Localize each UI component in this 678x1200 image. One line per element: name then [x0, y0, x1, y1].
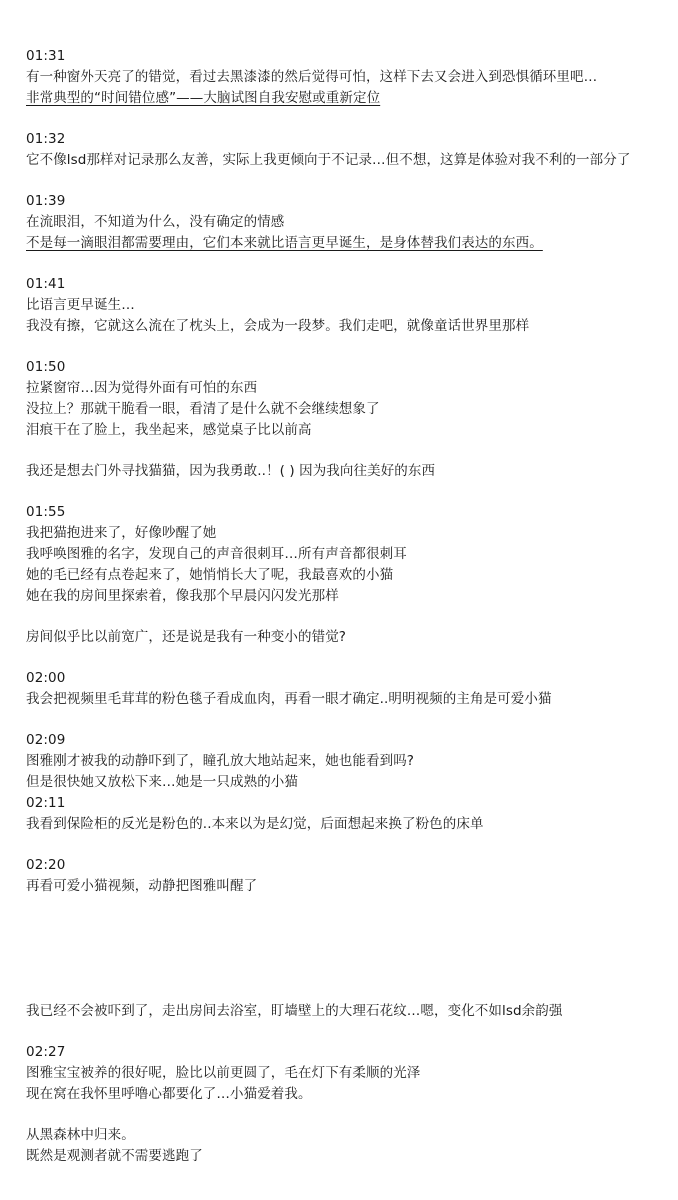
note-line: 再看可爱小猫视频，动静把图雅叫醒了	[26, 878, 258, 894]
note-line: 我看到保险柜的反光是粉色的..本来以为是幻觉，后面想起来换了粉色的床单	[26, 816, 484, 832]
note-line: 我把猫抱进来了，好像吵醒了她	[26, 525, 217, 541]
note-line: 房间似乎比以前宽广，还是说是我有一种变小的错觉?	[26, 629, 347, 645]
note-line: 她在我的房间里探索着，像我那个早晨闪闪发光那样	[26, 588, 339, 604]
journal-note	[26, 46, 666, 1167]
note-line: 拉紧窗帘…因为觉得外面有可怕的东西	[26, 380, 258, 396]
timestamp: 02:20	[26, 857, 66, 873]
note-line: 我会把视频里毛茸茸的粉色毯子看成血肉，再看一眼才确定..明明视频的主角是可爱小猫	[26, 691, 552, 707]
timestamp: 01:55	[26, 504, 66, 520]
note-line: 图雅宝宝被养的很好呢，脸比以前更圆了，毛在灯下有柔顺的光泽	[26, 1065, 421, 1081]
note-line: 它不像lsd那样对记录那么友善，实际上我更倾向于不记录…但不想，这算是体验对我不利的一部分了	[26, 152, 631, 168]
note-line: 在流眼泪，不知道为什么，没有确定的情感	[26, 214, 285, 230]
note-line: 她的毛已经有点卷起来了，她悄悄长大了呢，我最喜欢的小猫	[26, 567, 394, 583]
timestamp: 01:32	[26, 131, 66, 147]
note-line: 我呼唤图雅的名字，发现自己的声音很刺耳…所有声音都很刺耳	[26, 546, 407, 562]
note-line: 既然是观测者就不需要逃跑了	[26, 1148, 203, 1164]
note-line: 我已经不会被吓到了，走出房间去浴室，盯墙壁上的大理石花纹…嗯，变化不如lsd余韵强	[26, 1003, 563, 1019]
note-line: 比语言更早诞生…	[26, 297, 135, 313]
timestamp: 01:41	[26, 276, 66, 292]
underlined-note-line: 非常典型的“时间错位感”——大脑试图自我安慰或重新定位	[26, 90, 381, 106]
timestamp: 01:39	[26, 193, 66, 209]
timestamp: 02:00	[26, 670, 66, 686]
timestamp: 02:27	[26, 1044, 66, 1060]
note-line: 但是很快她又放松下来…她是一只成熟的小猫	[26, 774, 298, 790]
note-line: 泪痕干在了脸上，我坐起来，感觉桌子比以前高	[26, 422, 312, 438]
underlined-note-line: 不是每一滴眼泪都需要理由，它们本来就比语言更早诞生，是身体替我们表达的东西。	[26, 235, 543, 251]
note-line: 我还是想去门外寻找猫猫，因为我勇敢..！( ) 因为我向往美好的东西	[26, 463, 436, 479]
note-line: 从黑森林中归来。	[26, 1127, 135, 1143]
timestamp: 02:09	[26, 732, 66, 748]
note-line: 图雅刚才被我的动静吓到了，瞳孔放大地站起来，她也能看到吗?	[26, 753, 415, 769]
timestamp: 02:11	[26, 795, 66, 811]
timestamp: 01:31	[26, 48, 66, 64]
note-line: 没拉上？那就干脆看一眼，看清了是什么就不会继续想象了	[26, 401, 380, 417]
note-line: 有一种窗外天亮了的错觉，看过去黑漆漆的然后觉得可怕，这样下去又会进入到恐惧循环里吧…	[26, 69, 598, 85]
note-line: 现在窝在我怀里呼噜心都要化了…小猫爱着我。	[26, 1086, 312, 1102]
note-line: 我没有擦，它就这么流在了枕头上，会成为一段梦。我们走吧，就像童话世界里那样	[26, 318, 530, 334]
timestamp: 01:50	[26, 359, 66, 375]
